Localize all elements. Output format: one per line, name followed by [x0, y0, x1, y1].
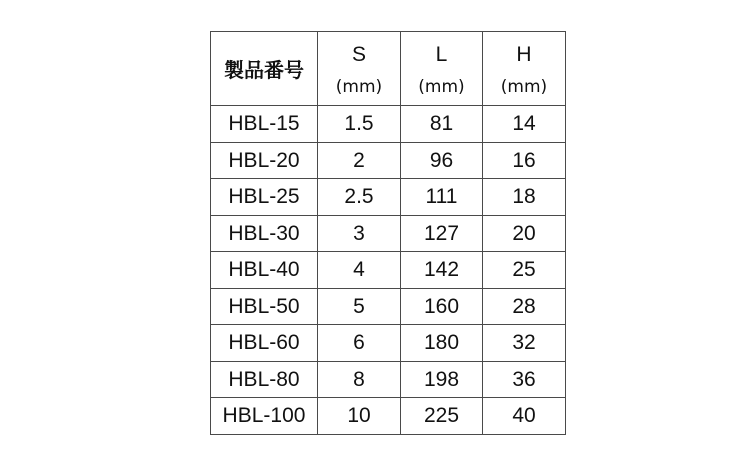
cell-product-number: HBL-40 — [211, 252, 318, 289]
cell-product-number: HBL-50 — [211, 288, 318, 325]
cell-product-number: HBL-15 — [211, 106, 318, 143]
cell-s: 5 — [318, 288, 401, 325]
cell-s: 3 — [318, 215, 401, 252]
header-l — [401, 32, 483, 106]
cell-product-number: HBL-25 — [211, 179, 318, 216]
cell-product-number: HBL-80 — [211, 361, 318, 398]
cell-s: 1.5 — [318, 106, 401, 143]
cell-l: 81 — [401, 106, 483, 143]
cell-h: 36 — [483, 361, 566, 398]
cell-s: 2 — [318, 142, 401, 179]
cell-l: 142 — [401, 252, 483, 289]
cell-l: 111 — [401, 179, 483, 216]
table-row — [211, 215, 566, 252]
cell-s: 4 — [318, 252, 401, 289]
cell-s: 8 — [318, 361, 401, 398]
table-row — [211, 325, 566, 362]
cell-l: 96 — [401, 142, 483, 179]
header-s-unit: (mm) — [335, 76, 383, 97]
cell-product-number: HBL-60 — [211, 325, 318, 362]
cell-product-number: HBL-30 — [211, 215, 318, 252]
header-h-letter: H — [516, 42, 532, 66]
cell-product-number: HBL-20 — [211, 142, 318, 179]
table-row — [211, 106, 566, 143]
table-row — [211, 398, 566, 435]
table-row — [211, 288, 566, 325]
cell-h: 32 — [483, 325, 566, 362]
header-h-unit: (mm) — [500, 76, 548, 97]
table-row — [211, 179, 566, 216]
cell-h: 16 — [483, 142, 566, 179]
header-row — [211, 32, 566, 106]
cell-h: 25 — [483, 252, 566, 289]
cell-h: 28 — [483, 288, 566, 325]
cell-s: 2.5 — [318, 179, 401, 216]
table-row — [211, 142, 566, 179]
cell-l: 160 — [401, 288, 483, 325]
cell-l: 127 — [401, 215, 483, 252]
cell-l: 180 — [401, 325, 483, 362]
cell-h: 20 — [483, 215, 566, 252]
cell-product-number: HBL-100 — [211, 398, 318, 435]
table-row — [211, 361, 566, 398]
cell-h: 40 — [483, 398, 566, 435]
cell-h: 14 — [483, 106, 566, 143]
header-product-label: 製品番号 — [224, 58, 304, 82]
table-row — [211, 252, 566, 289]
header-l-letter: L — [435, 42, 448, 66]
header-s-letter: S — [351, 42, 366, 66]
spec-table — [210, 31, 566, 435]
header-s — [318, 32, 401, 106]
cell-l: 225 — [401, 398, 483, 435]
header-h — [483, 32, 566, 106]
header-product-number — [211, 32, 318, 106]
cell-s: 6 — [318, 325, 401, 362]
cell-s: 10 — [318, 398, 401, 435]
header-l-unit: (mm) — [418, 76, 465, 97]
cell-h: 18 — [483, 179, 566, 216]
cell-l: 198 — [401, 361, 483, 398]
